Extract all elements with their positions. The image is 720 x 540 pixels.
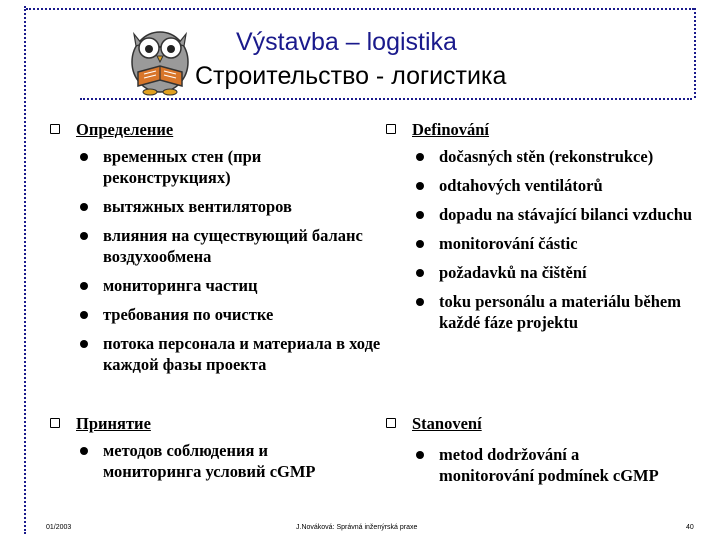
round-bullet-icon <box>416 269 424 277</box>
list-item: требования по очистке <box>46 304 381 325</box>
square-bullet-icon <box>50 124 60 134</box>
footer-date: 01/2003 <box>46 524 72 531</box>
square-bullet-icon <box>50 418 60 428</box>
title-divider <box>80 98 692 100</box>
adoption-section-ru <box>46 413 366 490</box>
round-bullet-icon <box>416 240 424 248</box>
definition-section-ru <box>46 119 381 383</box>
square-bullet-icon <box>386 124 396 134</box>
establishment-section-cz <box>382 413 682 494</box>
footer-author: J.Nováková: Správná inženýrská praxe <box>296 524 418 531</box>
round-bullet-icon <box>80 153 88 161</box>
title-czech: Výstavba – logistika <box>236 28 457 56</box>
list-item: monitorování částic <box>382 233 700 254</box>
owl-reading-icon <box>120 16 200 96</box>
establishment-list-cz <box>382 444 682 486</box>
section-heading <box>382 413 682 434</box>
section-heading-label: Определение <box>76 120 174 139</box>
list-item: metod dodržování a monitorování podmínek cGMP <box>382 444 682 486</box>
list-item: dopadu na stávající bilanci vzduchu <box>382 204 700 225</box>
page-number: 40 <box>686 524 694 531</box>
round-bullet-icon <box>80 282 88 290</box>
adoption-list-ru <box>46 440 366 482</box>
definition-section-cz <box>382 119 700 341</box>
top-dotted-border <box>26 8 694 10</box>
round-bullet-icon <box>80 447 88 455</box>
round-bullet-icon <box>80 203 88 211</box>
section-heading <box>382 119 700 140</box>
title-russian: Строительство - логистика <box>195 62 507 90</box>
list-item: влияния на существующий баланс воздухообмена <box>46 225 381 267</box>
list-item: потока персонала и материала в ходе каждой фазы проекта <box>46 333 381 375</box>
round-bullet-icon <box>80 340 88 348</box>
section-heading-label: Принятие <box>76 414 151 433</box>
list-item: мониторинга частиц <box>46 275 381 296</box>
list-item: вытяжных вентиляторов <box>46 196 381 217</box>
section-heading <box>46 413 366 434</box>
definition-list-cz <box>382 146 700 333</box>
round-bullet-icon <box>80 311 88 319</box>
round-bullet-icon <box>80 232 88 240</box>
section-heading-label: Definování <box>412 120 490 139</box>
section-heading <box>46 119 381 140</box>
left-dotted-border <box>24 6 26 534</box>
round-bullet-icon <box>416 298 424 306</box>
list-item: toku personálu a materiálu během každé fáze projektu <box>382 291 700 333</box>
list-item: временных стен (при реконструкциях) <box>46 146 381 188</box>
round-bullet-icon <box>416 211 424 219</box>
list-item: методов соблюдения и мониторинга условий cGMP <box>46 440 366 482</box>
section-heading-label: Stanovení <box>412 414 482 433</box>
definition-list-ru <box>46 146 381 375</box>
round-bullet-icon <box>416 451 424 459</box>
square-bullet-icon <box>386 418 396 428</box>
list-item: odtahových ventilátorů <box>382 175 700 196</box>
round-bullet-icon <box>416 153 424 161</box>
right-dotted-border <box>694 8 696 98</box>
list-item: požadavků na čištění <box>382 262 700 283</box>
list-item: dočasných stěn (rekonstrukce) <box>382 146 700 167</box>
round-bullet-icon <box>416 182 424 190</box>
